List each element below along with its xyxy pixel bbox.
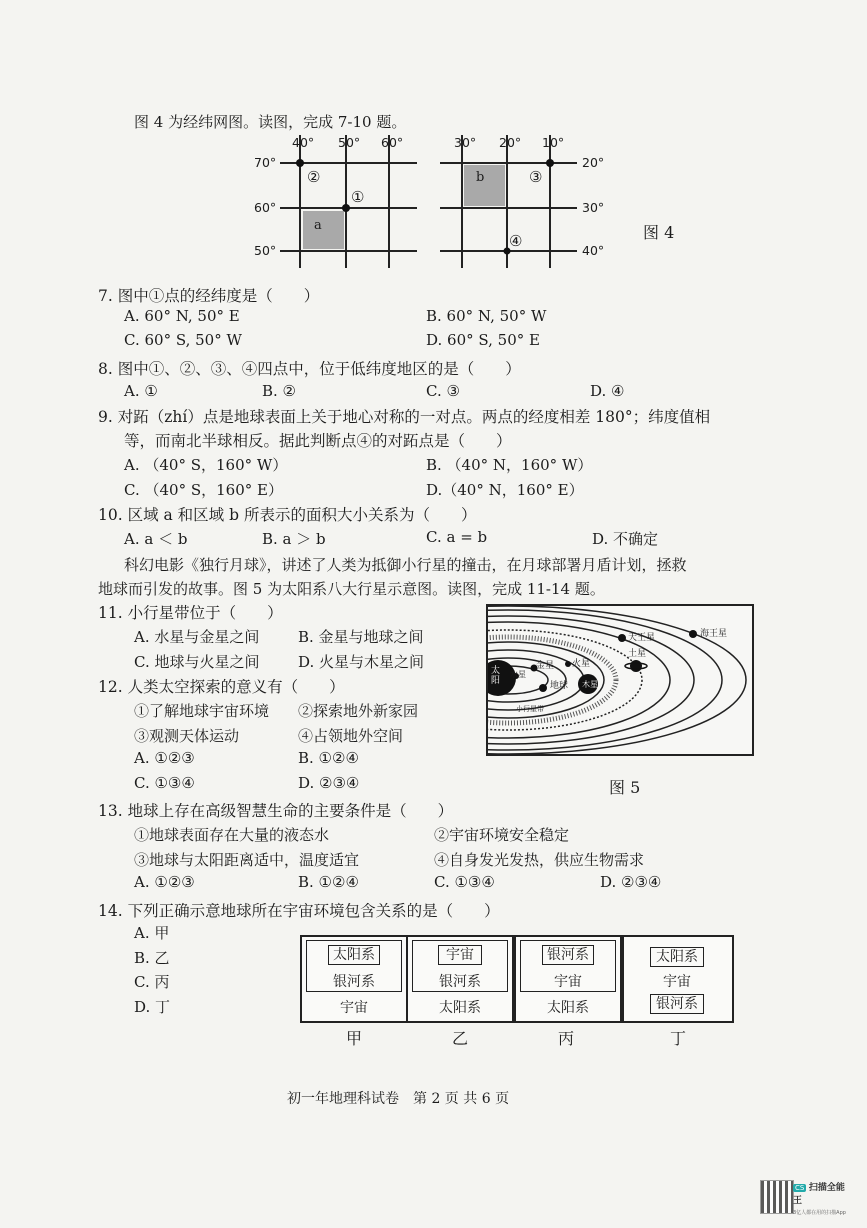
lon-label: 10° [542,135,565,150]
jupiter-label: 木星 [582,680,598,689]
scanner-logo: CS [795,1184,805,1192]
figure-4-grid [240,130,620,270]
q8-choice-d[interactable]: D. ④ [590,382,625,400]
q14-choice-b[interactable]: B. 乙 [134,949,170,967]
lon-label: 30° [454,135,477,150]
diagram-ding-inner: 太阳系 [650,947,704,967]
neptune [689,630,697,638]
q13-choice-b[interactable]: B. ①②④ [298,873,359,891]
diagram-bing [514,935,622,1023]
q12-option-3: ③观测天体运动 [134,727,240,745]
q8-stem: 8. 图中①、②、③、④四点中，位于低纬度地区的是（ ） [98,360,521,378]
q12-option-4: ④占领地外空间 [298,727,404,745]
point-2-dot [296,159,304,167]
q10-stem: 10. 区域 a 和区域 b 所表示的面积大小关系为（ ） [98,506,477,524]
region-a [303,211,344,249]
diagram-yi-caption: 乙 [451,1029,468,1048]
mars [565,661,571,667]
uranus [618,634,626,642]
lat-label: 40° [582,243,605,258]
lat-label: 20° [582,155,605,170]
diagram-jia-inner: 太阳系 [328,945,380,965]
q10-choice-a[interactable]: A. a ＜ b [124,530,188,548]
diagram-yi [406,935,514,1023]
q13-option-2: ②宇宙环境安全稳定 [434,826,570,844]
q9-choice-a[interactable]: A. （40° S，160° W） [124,456,288,474]
q12-option-1: ①了解地球宇宙环境 [134,702,270,720]
diagram-bing-caption: 丙 [557,1029,574,1048]
diagram-yi-middle-label: 银河系 [439,974,481,990]
scanner-name: 扫描全能王 [793,1183,845,1206]
region-a-label: a [314,218,322,233]
lon-label: 20° [499,135,522,150]
diagram-bing-outer-label: 太阳系 [547,1000,589,1016]
q12-choice-b[interactable]: B. ①②④ [298,749,359,767]
saturn [630,660,642,672]
q12-choice-d[interactable]: D. ②③④ [298,774,360,792]
mercury-label: 水星 [510,670,526,679]
diagram-jia-outer-label: 宇宙 [340,1000,368,1016]
q8-choice-c[interactable]: C. ③ [426,382,460,400]
region-b-label: b [476,170,485,185]
qr-code-icon [760,1180,794,1214]
scanner-sub: 3亿人都在用的扫描App [793,1210,846,1216]
point-4-label: ④ [509,232,523,250]
q8-choice-b[interactable]: B. ② [262,382,297,400]
uranus-label: 天王星 [628,633,656,643]
asteroid-belt-label: 小行星带 [516,705,544,713]
scanner-watermark [793,1180,853,1216]
diagram-ding-caption: 丁 [669,1029,686,1048]
neptune-label: 海王星 [700,629,728,639]
lon-label: 60° [381,135,404,150]
q11-choice-b[interactable]: B. 金星与地球之间 [298,628,424,646]
venus-label: 金星 [536,661,555,671]
region-b [464,165,505,206]
q14-choice-c[interactable]: C. 丙 [134,973,170,991]
lon-label: 40° [292,135,315,150]
q13-option-1: ①地球表面存在大量的液态水 [134,826,330,844]
diagram-jia [300,935,408,1023]
q7-choice-b[interactable]: B. 60° N, 50° W [426,307,547,325]
mars-label: 火星 [572,659,591,669]
sun-label: 太阳 [491,666,501,686]
q7-choice-a[interactable]: A. 60° N, 50° E [124,307,240,325]
q7-choice-d[interactable]: D. 60° S, 50° E [426,331,540,349]
q11-choice-c[interactable]: C. 地球与火星之间 [134,653,260,671]
q13-choice-c[interactable]: C. ①③④ [434,873,495,891]
point-3-label: ③ [529,168,543,186]
q10-choice-c[interactable]: C. a = b [426,528,488,546]
diagram-jia-middle-label: 银河系 [333,974,375,990]
point-3-dot [546,159,554,167]
q11-choice-d[interactable]: D. 火星与木星之间 [298,653,425,671]
lat-label: 30° [582,200,605,215]
q11-stem: 11. 小行星带位于（ ） [98,604,283,622]
q12-option-2: ②探索地外新家园 [298,702,419,720]
q9-stem-line1: 9. 对跖（zhí）点是地球表面上关于地心对称的一对点。两点的经度相差 180°；纬度值相 [98,408,711,426]
earth-label: 地球 [550,681,569,691]
q13-option-4: ④自身发光发热，供应生物需求 [434,851,645,869]
diagram-bing-middle-label: 宇宙 [554,974,582,990]
q14-stem: 14. 下列正确示意地球所在宇宙环境包含关系的是（ ） [98,902,500,920]
intro-text: 图 4 为经纬网图。读图，完成 7-10 题。 [134,113,407,131]
figure-5-caption: 图 5 [609,778,641,797]
q11-choice-a[interactable]: A. 水星与金星之间 [134,628,260,646]
diagram-ding-middle-label: 宇宙 [663,974,691,990]
intro-text-2-line2: 地球而引发的故事。图 5 为太阳系八大行星示意图。读图，完成 11-14 题。 [98,580,605,598]
diagram-ding-outer: 银河系 [650,994,704,1014]
q14-choice-a[interactable]: A. 甲 [134,924,170,942]
q9-choice-c[interactable]: C. （40° S，160° E） [124,481,283,499]
diagram-ding [622,935,734,1023]
saturn-label: 土星 [628,649,647,659]
diagram-bing-inner: 银河系 [542,945,594,965]
q10-choice-d[interactable]: D. 不确定 [592,530,659,548]
page-footer: 初一年地理科试卷 第 2 页 共 6 页 [287,1091,510,1107]
figure-5-solar-system [486,604,754,756]
diagram-jia-caption: 甲 [345,1029,362,1048]
figure-4-caption: 图 4 [643,223,675,242]
q9-choice-d[interactable]: D.（40° N，160° E） [426,481,584,499]
q12-choice-a[interactable]: A. ①②③ [134,749,195,767]
diagram-yi-outer-label: 太阳系 [439,1000,481,1016]
q14-choice-d[interactable]: D. 丁 [134,998,171,1016]
point-1-label: ① [351,188,365,206]
q10-choice-b[interactable]: B. a ＞ b [262,530,326,548]
lat-label: 70° [254,155,277,170]
q13-option-3: ③地球与太阳距离适中，温度适宜 [134,851,360,869]
point-1-dot [342,204,350,212]
q13-choice-d[interactable]: D. ②③④ [600,873,662,891]
earth [539,684,547,692]
q7-stem: 7. 图中①点的经纬度是（ ） [98,287,320,305]
q8-choice-a[interactable]: A. ① [124,382,158,400]
q13-choice-a[interactable]: A. ①②③ [134,873,195,891]
q9-stem-line2: 等，而南北半球相反。据此判断点④的对跖点是（ ） [124,432,512,450]
q12-choice-c[interactable]: C. ①③④ [134,774,195,792]
lat-label: 50° [254,243,277,258]
q13-stem: 13. 地球上存在高级智慧生命的主要条件是（ ） [98,802,454,820]
intro-text-2-line1: 科幻电影《独行月球》，讲述了人类为抵御小行星的撞击，在月球部署月盾计划，拯救 [124,556,687,574]
q12-stem: 12. 人类太空探索的意义有（ ） [98,678,345,696]
diagram-yi-inner: 宇宙 [438,945,482,965]
point-2-label: ② [307,168,321,186]
lat-label: 60° [254,200,277,215]
q7-choice-c[interactable]: C. 60° S, 50° W [124,331,242,349]
q9-choice-b[interactable]: B. （40° N，160° W） [426,456,593,474]
lon-label: 50° [338,135,361,150]
